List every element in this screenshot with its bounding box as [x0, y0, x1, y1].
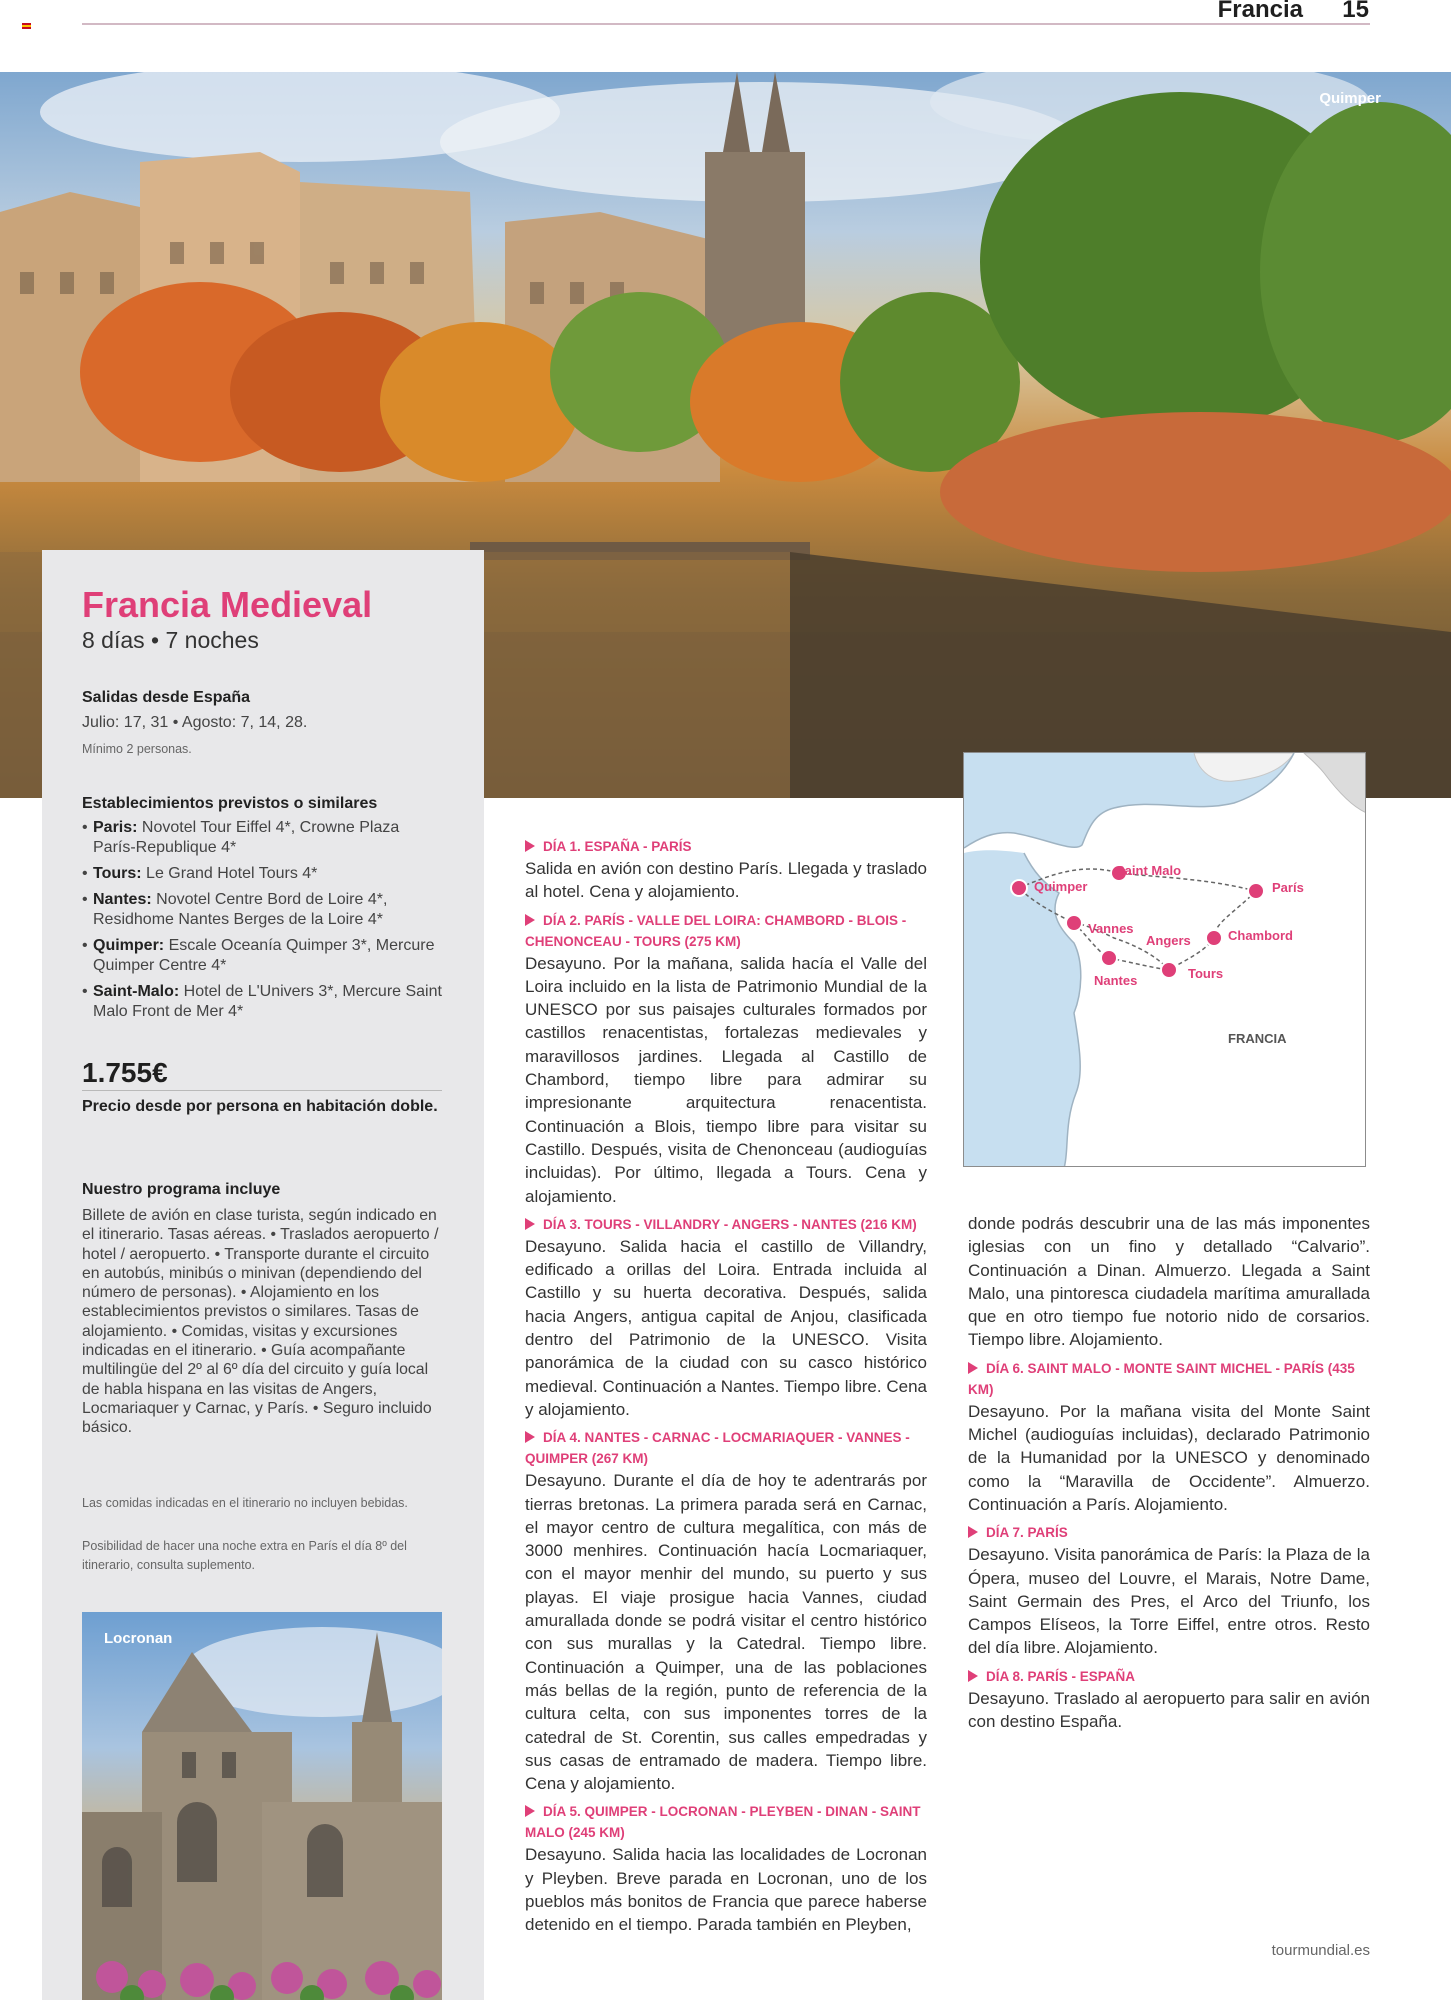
day-5-text: Desayuno. Salida hacia las localidades de Locronan y Pleyben. Breve parada en Locronan, uno de los pueblos más bonitos de Francia que parece haberse detenido en el tiempo. Parada también en Pleyben, [525, 1845, 927, 1935]
itinerary-column-1 [525, 836, 927, 1937]
page-number: 15 [1342, 0, 1369, 23]
spain-flag-icon [22, 23, 31, 30]
map-city-saint-malo: Saint Malo [1116, 863, 1182, 878]
footer-url: tourmundial.es [1271, 1942, 1370, 1959]
day-8-title: DÍA 8. PARÍS - ESPAÑA [968, 1666, 1370, 1687]
triangle-bullet-icon [525, 1218, 535, 1230]
price-divider [82, 1090, 442, 1091]
day-8-text: Desayuno. Traslado al aeropuerto para salir en avión con destino España. [968, 1688, 1370, 1732]
includes-text: Billete de avión en clase turista, según indicado en el itinerario. Tasas aéreas. • Traslados aeropuerto / hotel / aeropuerto. • Transporte durante el circuito en autobús, minibús o minivan (dependiendo del número de personas). • Alojamiento en los establecimientos previstos o similares. Tasas de alojamiento. • Comidas, visitas y excursiones indicadas en el itinerario. • Guía acompañante multilingüe del 2º al 6º día del circuito y guía local de habla hispana en las visitas de Angers, Locmariaquer y Carnac, y París. • Seguro incluido básico. [82, 1207, 439, 1437]
triangle-bullet-icon [525, 914, 535, 926]
map-city-angers: Angers [1146, 933, 1191, 948]
triangle-bullet-icon [525, 840, 535, 852]
trip-title: Francia Medieval [82, 584, 373, 625]
map-city-nantes: Nantes [1094, 973, 1138, 988]
day-6-text: Desayuno. Por la mañana visita del Monte Saint Michel (audioguías incluidas), declarado Patrimonio de la Humanidad por la UNESCO y denominado como la “Maravilla de Occidente”. Almuerzo. Continuación a París. Alojamiento. [968, 1401, 1370, 1514]
map-city-paris: París [1272, 880, 1304, 895]
map-country-label: FRANCIA [1228, 1031, 1287, 1046]
day-5-text-continued: donde podrás descubrir una de las más imponentes iglesias con un fino y detallado “Calvario”. Continuación a Dinan. Almuerzo. Llegada a Saint Malo, una pintoresca ciudadela marítima amurallada que en otro tiempo fue notorio nido de corsarios. Tiempo libre. Alojamiento. [968, 1214, 1370, 1350]
day-7-title: DÍA 7. PARÍS [968, 1522, 1370, 1543]
list-item: • Quimper: Escale Oceanía Quimper 3*, Mercure Quimper Centre 4* [82, 936, 442, 976]
itinerary-column-2 [968, 1212, 1370, 1733]
day-7-text: Desayuno. Visita panorámica de París: la Plaza de la Ópera, museo del Louvre, el Marais, Notre Dame, Saint Germain des Pres, el Arco del Triunfo, los Campos Elíseos, la Torre Eiffel, entre otros. Resto del día libre. Alojamiento. [968, 1545, 1370, 1658]
day-3-title: DÍA 3. TOURS - VILLANDRY - ANGERS - NANTES (216 KM) [525, 1214, 927, 1235]
list-item: • Saint-Malo: Hotel de L'Univers 3*, Mercure Saint Malo Front de Mer 4* [82, 982, 442, 1022]
note-extra-night: Posibilidad de hacer una noche extra en París el día 8º del itinerario, consulta suplemento. [82, 1539, 407, 1572]
minimum-people: Mínimo 2 personas. [82, 742, 192, 756]
includes-heading: Nuestro programa incluye [82, 1181, 281, 1198]
locronan-photo [82, 1612, 442, 2000]
triangle-bullet-icon [968, 1526, 978, 1538]
hotels-heading: Establecimientos previstos o similares [82, 795, 378, 812]
day-2-title: DÍA 2. PARÍS - VALLE DEL LOIRA: CHAMBORD - BLOIS - CHENONCEAU - TOURS (275 KM) [525, 912, 907, 949]
map-city-chambord: Chambord [1228, 928, 1293, 943]
triangle-bullet-icon [968, 1362, 978, 1374]
locronan-illustration [82, 1612, 442, 2000]
locronan-caption: Locronan [104, 1630, 173, 1647]
hero-caption: Quimper [1319, 90, 1381, 107]
triangle-bullet-icon [525, 1431, 535, 1443]
header-country: Francia [1217, 0, 1303, 23]
map-illustration [964, 753, 1366, 1167]
list-item: • Paris: Novotel Tour Eiffel 4*, Crowne Plaza París-Republique 4* [82, 818, 442, 858]
map-city-vannes: Vannes [1088, 921, 1134, 936]
trip-duration: 8 días • 7 noches [82, 627, 259, 653]
note-meals: Las comidas indicadas en el itinerario no incluyen bebidas. [82, 1496, 408, 1510]
route-map [963, 752, 1366, 1167]
price-note: Precio desde por persona en habitación doble. [82, 1098, 438, 1115]
day-2-text: Desayuno. Por la mañana, salida hacía el Valle del Loira incluido en la lista de Patrimonio Mundial de la UNESCO por sus paisajes culturales formados por castillos renacentistas, fortalezas medievales y maravillosos jardines. Llegada al Castillo de Chambord, tiempo libre para admirar su impresionante arquitectura renacentista. Continuación a Blois, tiempo libre para visitar su Castillo. Después, visita de Chenonceau (audioguías incluidas). Por último, llegada a Tours. Cena y alojamiento. [525, 953, 927, 1206]
day-4-text: Desayuno. Durante el día de hoy te adentrarás por tierras bretonas. La primera parada será en Carnac, el mayor centro de cultura megalítica, con más de 3000 menhires. Continuación hacía Locmariaquer, con el mayor menhir del mundo, su puerto y sus playas. El viaje prosigue hacia Vannes, ciudad amurallada donde se podrá visitar el centro histórico con sus murallas y la Catedral. Tiempo libre. Continuación a Quimper, una de las poblaciones más bellas de la región, punto de referencia de la cultura celta, con sus imponentes torres de la catedral de St. Corentin, sus calles empedradas y sus casas de entramado de madera. Tiempo libre. Cena y alojamiento. [525, 1471, 927, 1794]
triangle-bullet-icon [525, 1805, 535, 1817]
header-rule [82, 23, 1370, 25]
price: 1.755€ [82, 1057, 168, 1088]
departure-dates: Julio: 17, 31 • Agosto: 7, 14, 28. [82, 714, 308, 731]
day-4-title: DÍA 4. NANTES - CARNAC - LOCMARIAQUER - VANNES - QUIMPER (267 KM) [525, 1430, 910, 1467]
day-5-title: DÍA 5. QUIMPER - LOCRONAN - PLEYBEN - DINAN - SAINT MALO (245 KM) [525, 1804, 921, 1841]
departures-heading: Salidas desde España [82, 689, 251, 706]
hotel-list [82, 818, 442, 1028]
day-1-text: Salida en avión con destino París. Llegada y traslado al hotel. Cena y alojamiento. [525, 859, 927, 902]
day-6-title: DÍA 6. SAINT MALO - MONTE SAINT MICHEL - PARÍS (435 KM) [968, 1360, 1355, 1397]
day-3-text: Desayuno. Salida hacia el castillo de Villandry, edificado a orillas del Loira. Entrada incluida al Castillo y su huerta decorativa. Después, salida hacia Angers, antigua capital de Anjou, clasificada dentro del Patrimonio de la UNESCO. Visita panorámica de la ciudad con su casco histórico medieval. Continuación a Nantes. Tiempo libre. Cena y alojamiento. [525, 1236, 927, 1419]
day-1-title: DÍA 1. ESPAÑA - PARÍS [525, 836, 927, 857]
triangle-bullet-icon [968, 1670, 978, 1682]
map-city-tours: Tours [1188, 966, 1224, 981]
list-item: • Nantes: Novotel Centre Bord de Loire 4*, Residhome Nantes Berges de la Loire 4* [82, 890, 442, 930]
list-item: • Tours: Le Grand Hotel Tours 4* [82, 864, 442, 884]
map-city-quimper: Quimper [1034, 879, 1088, 894]
